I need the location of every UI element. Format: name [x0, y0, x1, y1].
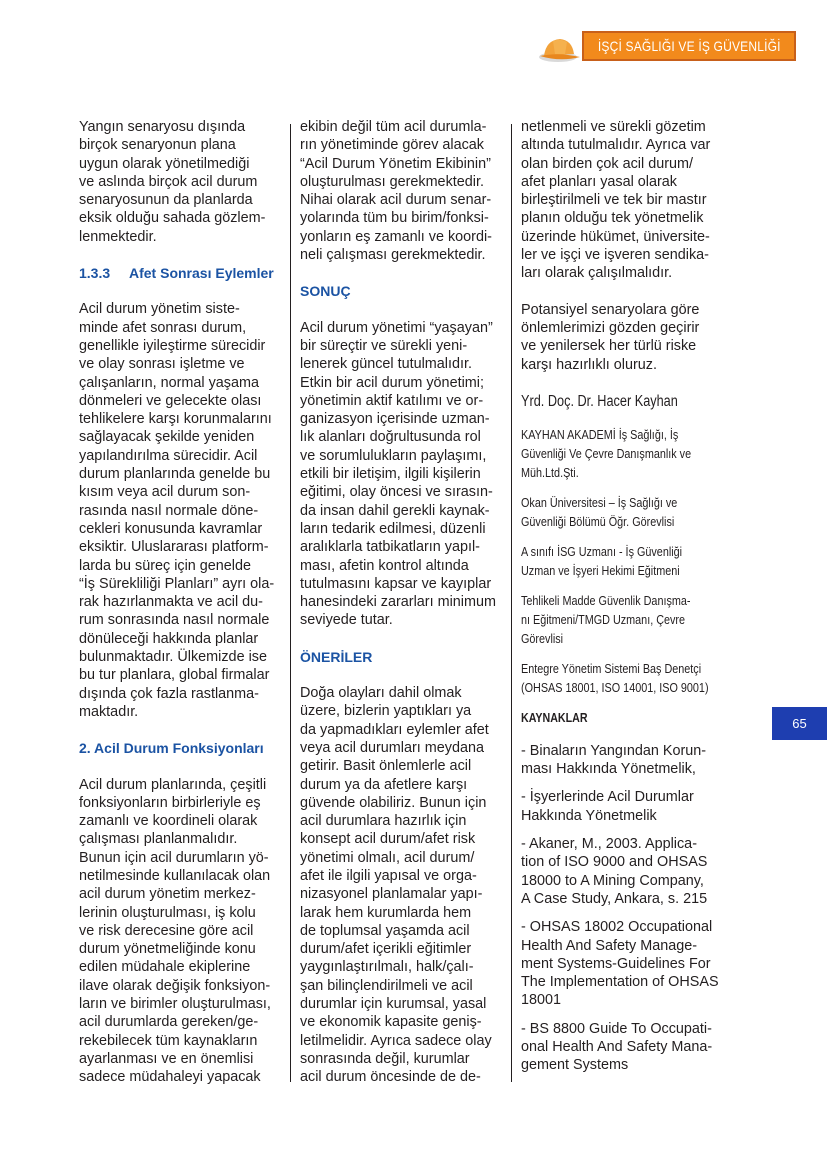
text-line: eğitimi, olay öncesi ve sırasın- [300, 484, 493, 501]
text-line: neli çalışması gerekmektedir. [300, 247, 486, 264]
text-line: tutulmasını kapsar ve kayıplar [300, 575, 492, 592]
text-line: Müh.Ltd.Şti. [521, 465, 579, 481]
text-line: ayarlanması ve en önemlisi [79, 1050, 254, 1067]
text-line: planın olduğu tek yönetmelik [521, 210, 704, 227]
paragraph [79, 776, 281, 1087]
text-line: “Acil Durum Yönetim Ekibinin” [300, 155, 491, 172]
text-line: çalışanların, normal yaşama [79, 374, 259, 391]
text-line: ve yenilersek her türlü riske [521, 338, 697, 355]
text-line: nizasyonel planlamalar yapı- [300, 886, 483, 903]
reference-item [521, 918, 726, 1009]
text-line: etkili bir iletişim, ilgili kişilerin [300, 466, 481, 483]
paragraph [521, 118, 726, 283]
paragraph [300, 118, 501, 264]
text-line: Doğa olayları dahil olmak [300, 685, 462, 702]
text-line: ve risk derecesine göre acil [79, 922, 254, 939]
text-line: acil durum öncesinde de de- [300, 1069, 481, 1086]
text-line: rum sonrasında nasıl normale [79, 612, 270, 629]
text-line: afet planları yasal olarak [521, 173, 677, 190]
text-line: maktadır. [79, 703, 139, 720]
text-line: sonrasında değil, kurumlar [300, 1050, 470, 1067]
text-line: durum ya da afetlere karşı [300, 776, 468, 793]
reference-item [521, 788, 726, 825]
text-line: bulunmaktadır. Ülkemizde ise [79, 649, 267, 666]
text-line: uygun olarak yönetilmediği [79, 155, 250, 172]
text-line: lerinin oluşturulması, iş kolu [79, 904, 256, 921]
paragraph [300, 319, 501, 630]
text-line: afet ile ilgili yapısal ve orga- [300, 867, 477, 884]
text-line: - BS 8800 Guide To Occupati- [521, 1020, 712, 1037]
text-line: lık alanları doğrultusunda rol [300, 429, 481, 446]
section-heading-sonuc: SONUÇ [300, 283, 351, 300]
text-line: ler ve işçi ve işveren sendika- [521, 247, 709, 264]
text-line: acil durumlara hazırlık için [300, 813, 467, 830]
text-line: Nihai olarak acil durum senar- [300, 192, 492, 209]
reference-item [521, 835, 726, 908]
author-name: Yrd. Doç. Dr. Hacer Kayhan [521, 392, 678, 410]
section-title: Afet Sonrası Eylemler [129, 265, 274, 282]
text-line: Okan Üniversitesi – İş Sağlığı ve [521, 495, 678, 511]
text-line: onal Health And Safety Mana- [521, 1039, 713, 1056]
text-line: ları olarak çalışılmalıdır. [521, 265, 673, 282]
text-line: Yangın senaryosu dışında [79, 119, 246, 135]
text-line: KAYHAN AKADEMİ İş Sağlığı, İş [521, 427, 679, 443]
column-divider-1 [290, 124, 291, 1082]
text-line: lenmektedir. [79, 228, 157, 245]
reference-item [521, 742, 726, 779]
text-line: lenerek güncel tutulmalıdır. [300, 356, 472, 373]
text-line: nı Eğitmeni/TMGD Uzmanı, Çevre [521, 612, 686, 628]
paragraph [79, 118, 281, 246]
text-line: altında tutulmalıdır. Ayrıca var [521, 137, 711, 154]
text-line: ların tedarik edilmesi, düzenli [300, 520, 486, 537]
text-line: durum/afet içerikli eğitimler [300, 941, 472, 958]
text-line: tion of ISO 9000 and OHSAS [521, 854, 708, 871]
hard-hat-icon [538, 32, 582, 64]
text-line: genellikle iyileştirme sürecidir [79, 337, 266, 354]
section-heading-oneriler: ÖNERİLER [300, 648, 373, 665]
text-line: “İş Sürekliliği Planları” ayrı ola- [79, 575, 275, 592]
section-heading-1-3-3 [79, 264, 281, 282]
text-line: yolarında tüm bu birim/fonksi- [300, 210, 489, 227]
text-line: ve aslında birçok acil durum [79, 173, 258, 190]
text-line: Uzman ve İşyeri Hekimi Eğitmeni [521, 563, 680, 579]
text-line: yaygınlaştırılmalı, halk/çalı- [300, 959, 474, 976]
text-line: seviyede tutar. [300, 612, 393, 629]
author-affiliation [521, 542, 689, 580]
text-line: Entegre Yönetim Sistemi Baş Denetçi [521, 661, 702, 677]
text-line: şan bilinçlendirilmeli ve acil [300, 977, 473, 994]
text-line: zamanlı ve koordineli olarak [79, 813, 258, 830]
text-line: (OHSAS 18001, ISO 14001, ISO 9001) [521, 680, 709, 696]
text-line: rekebilecek tüm kaynakların [79, 1032, 258, 1049]
page-number: 65 [792, 716, 807, 731]
text-line: acil durumlarda gereken/ge- [79, 1014, 259, 1031]
text-line: yönetimi olmalı, acil durum/ [300, 849, 475, 866]
paragraph [79, 300, 281, 721]
text-line: dışında çok fazla rastlanma- [79, 685, 259, 702]
text-line: ve ekonomik kapasite geniş- [300, 1014, 482, 1031]
text-line: oluşturulması gerekmektedir. [300, 173, 484, 190]
text-line: güvende olabiliriz. Bunun için [300, 794, 487, 811]
text-line: konsept acil durum/afet risk [300, 831, 476, 848]
author-affiliation [521, 659, 709, 697]
text-line: de toplumsal yaşamda acil [300, 922, 470, 939]
text-line: çalışması planlanmalıdır. [79, 831, 238, 848]
text-line: Potansiyel senaryolara göre [521, 301, 700, 318]
paragraph [300, 684, 501, 1087]
text-line: 18001 [521, 992, 562, 1009]
text-line: letilmelidir. Ayrıca sadece olay [300, 1032, 492, 1049]
text-line: The Implementation of OHSAS [521, 974, 719, 991]
text-line: dönmeleri ve gelecekte olası [79, 392, 262, 409]
text-line: - İşyerlerinde Acil Durumlar [521, 789, 694, 806]
text-line: netlenmeli ve sürekli gözetim [521, 119, 706, 135]
text-line: Güvenliği Bölümü Öğr. Görevlisi [521, 514, 675, 530]
text-line: olan birden çok acil durum/ [521, 155, 693, 172]
page-number-tab [772, 707, 827, 740]
text-line: sadece müdahaleyi yapacak [79, 1069, 261, 1086]
text-line: yonların eş zamanlı ve koordi- [300, 228, 492, 245]
text-line: da yapmadıkları eylemler afet [300, 721, 489, 738]
text-line: eksiktir. Uluslararası platform- [79, 539, 269, 556]
text-line: acil durum yönetim merkez- [79, 886, 256, 903]
text-line: dönüleceği hakkında planlar [79, 630, 259, 647]
header-title: İŞÇİ SAĞLIĞI VE İŞ GÜVENLİĞİ [597, 38, 781, 54]
column-divider-2 [511, 124, 512, 1082]
text-line: gement Systems [521, 1057, 629, 1074]
text-line: Tehlikeli Madde Güvenlik Danışma- [521, 593, 691, 609]
text-line: ekibin değil tüm acil durumla- [300, 119, 487, 135]
text-line: durum yönetmeliğinde konu [79, 941, 256, 958]
text-line: üzerinde hükümet, üniversite- [521, 228, 710, 245]
text-line: ilave olarak değişik fonksiyon- [79, 977, 271, 994]
text-line: 18000 to A Mining Company, [521, 872, 704, 889]
text-line: önlemlerimizi gözden geçirir [521, 319, 700, 336]
text-line: da insan dahil gerekli kaynak- [300, 502, 490, 519]
header-title-box [582, 31, 796, 61]
text-line: Güvenliği Ve Çevre Danışmanlık ve [521, 446, 692, 462]
text-line: larak hem kurumlarda hem [300, 904, 472, 921]
section-heading-2: 2. Acil Durum Fonksiyonları [79, 740, 264, 757]
reference-item [521, 1020, 726, 1075]
text-line: karşı hazırlıklı oluruz. [521, 356, 657, 373]
text-line: - Akaner, M., 2003. Applica- [521, 836, 697, 853]
text-line: cekleri konusunda kavramlar [79, 520, 263, 537]
text-line: durumlar için kurumsal, yasal [300, 996, 487, 1013]
text-line: bir süreçtir ve sürekli yeni- [300, 337, 468, 354]
text-line: A sınıfı İSG Uzmanı - İş Güvenliği [521, 544, 683, 560]
author-affiliation [521, 591, 689, 648]
references-heading: KAYNAKLAR [521, 710, 588, 726]
author-affiliation [521, 493, 689, 531]
text-line: ların ve birimler oluşturulması, [79, 996, 271, 1013]
text-line: yönetimin aktif katılımı ve or- [300, 392, 484, 409]
text-line: - Binaların Yangından Korun- [521, 742, 707, 759]
text-line: netilmesinde kullanılacak olan [79, 867, 271, 884]
text-line: ganizasyon içerisinde uzman- [300, 411, 490, 428]
text-line: eksik olduğu sahada gözlem- [79, 210, 266, 227]
text-line: sağlayacak şekilde yeniden [79, 429, 255, 446]
text-line: larda bu süreç için genelde [79, 557, 251, 574]
text-line: birleştirilmeli ve tek bir mastır [521, 192, 707, 209]
text-line: - OHSAS 18002 Occupational [521, 919, 713, 936]
column-1 [79, 118, 281, 1105]
text-line: Health And Safety Manage- [521, 937, 697, 954]
text-line: A Case Study, Ankara, s. 215 [521, 890, 708, 907]
section-number: 1.3.3 [79, 265, 111, 282]
text-line: Acil durum planlarında, çeşitli [79, 776, 267, 793]
text-line: Etkin bir acil durum yönetimi; [300, 374, 484, 391]
author-affiliation [521, 425, 692, 482]
text-line: yapılandırılma sürecidir. Acil [79, 447, 258, 464]
text-line: durum planlarında genelde bu [79, 466, 271, 483]
text-line: kısım veya acil durum son- [79, 484, 251, 501]
text-line: rak hazırlanmakta ve acil du- [79, 594, 263, 611]
text-line: bu tur planlara, global firmalar [79, 667, 270, 684]
text-line: Hakkında Yönetmelik [521, 807, 657, 824]
text-line: Acil durum yönetimi “yaşayan” [300, 319, 493, 336]
text-line: ması, afetin kontrol altında [300, 557, 469, 574]
text-line: rın yönetiminde görev alacak [300, 137, 484, 154]
text-line: veya acil durumları meydana [300, 739, 484, 756]
text-line: ve olay sonrası işletme ve [79, 356, 245, 373]
text-line: minde afet sonrası durum, [79, 319, 247, 336]
text-line: birçok senaryonun plana [79, 137, 236, 154]
column-3 [521, 118, 726, 1085]
column-2 [300, 118, 501, 1105]
text-line: ve sorumlulukların paylaşımı, [300, 447, 487, 464]
text-line: Bunun için acil durumların yö- [79, 849, 269, 866]
page-header [538, 26, 820, 66]
text-line: fonksiyonların birbirleriyle eş [79, 794, 261, 811]
text-line: hanesindeki zararları minimum [300, 594, 496, 611]
text-line: rasında nasıl normale döne- [79, 502, 259, 519]
paragraph [521, 301, 726, 374]
text-line: senaryosunun da planlarda [79, 192, 253, 209]
text-line: tehlikelere karşı korunmalarını [79, 411, 272, 428]
text-line: Görevlisi [521, 631, 564, 647]
text-line: getirir. Basit önlemlerle acil [300, 758, 472, 775]
text-line: ması Hakkında Yönetmelik, [521, 761, 696, 778]
text-line: Acil durum yönetim siste- [79, 301, 240, 318]
text-line: üzere, bizlerin yaptıkları ya [300, 703, 472, 720]
text-line: ment Systems-Guidelines For [521, 955, 711, 972]
text-line: aralıklarla tatbikatların yapıl- [300, 539, 480, 556]
text-line: edilen müdahale ekiplerine [79, 959, 251, 976]
